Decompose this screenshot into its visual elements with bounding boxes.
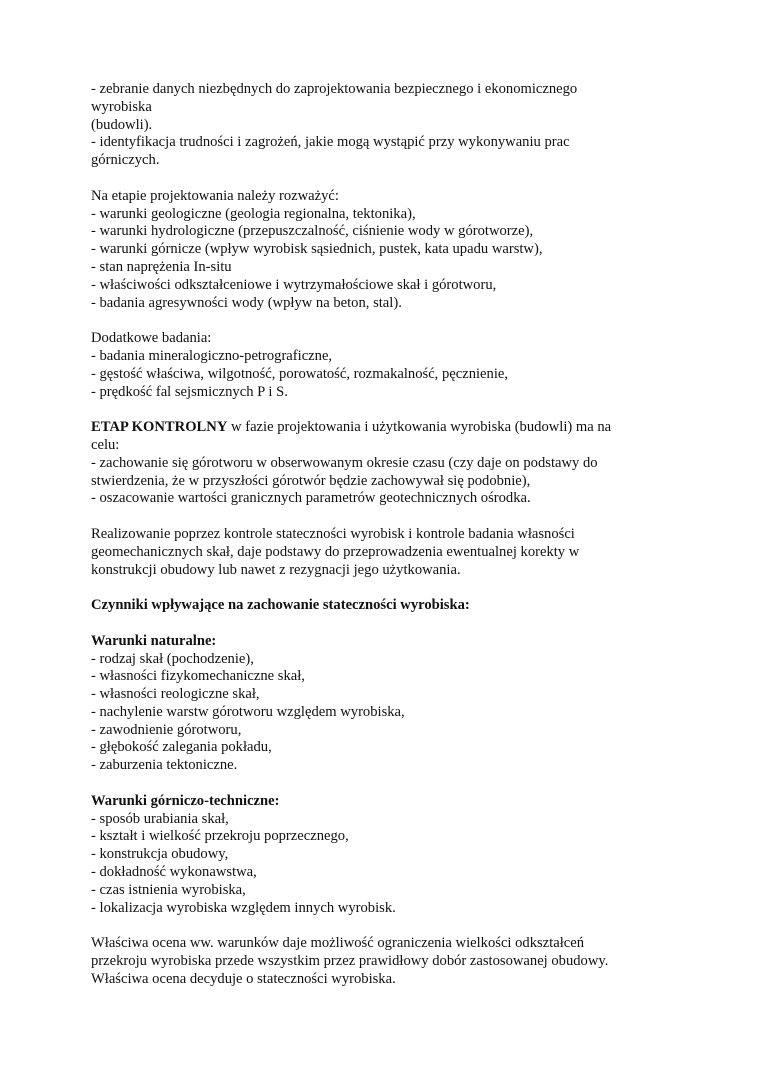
text-line: Realizowanie poprzez kontrole stateczności wyrobisk i kontrole badania własności [91,525,575,542]
list-item: - właściwości odkształceniowe i wytrzymałościowe skał i górotworu, [91,276,497,293]
paragraph-gap [91,401,671,419]
natural-conditions-section [91,633,671,775]
paragraph-gap [91,508,671,526]
text-line: przekroju wyrobiska przede wszystkim przez prawidłowy dobór zastosowanej obudowy. [91,953,609,970]
additional-research-section [91,330,671,401]
list-item: - warunki górnicze (wpływ wyrobisk sąsiednich, pustek, kata upadu warstw), [91,241,543,258]
realization-section [91,526,671,579]
text-line: - zachowanie się górotworu w obserwowanym okresie czasu (czy daje on podstawy do [91,454,598,471]
natural-heading [91,633,671,651]
text-line: konstrukcji obudowy lub nawet z rezygnacji jego użytkowania. [91,561,461,578]
list-item: - warunki hydrologiczne (przepuszczalność, ciśnienie wody w górotworze), [91,223,534,240]
intro-section [91,81,671,170]
text-line: - zebranie danych niezbędnych do zaprojektowania bezpiecznego i ekonomicznego [91,81,578,97]
list-item: - konstrukcja obudowy, [91,846,229,863]
list-item: - własności reologiczne skał, [91,686,260,703]
text-line: - oszacowanie wartości granicznych parametrów geotechnicznych ośrodka. [91,490,531,507]
section-heading: Dodatkowe badania: [91,330,212,347]
paragraph-gap [91,775,671,793]
control-stage-section [91,419,671,508]
list-item: - badania mineralogiczno-petrograficzne, [91,347,333,364]
paragraph-gap [91,579,671,597]
text-line: - identyfikacja trudności i zagrożeń, jakie mogą wystąpić przy wykonywaniu prac [91,134,570,151]
list-item: - warunki geologiczne (geologia regionalna, tektonika), [91,205,416,222]
control-first-line [91,419,671,437]
list-item: - czas istnienia wyrobiska, [91,881,246,898]
mining-heading-text: Warunki górniczo-techniczne: [91,792,280,809]
list-item: - lokalizacja wyrobiska względem innych wyrobisk. [91,899,396,916]
section-heading: Na etapie projektowania należy rozważyć: [91,187,339,204]
list-item: - sposób urabiania skał, [91,810,229,827]
natural-heading-text: Warunki naturalne: [91,632,217,649]
list-item: - rodzaj skał (pochodzenie), [91,650,254,667]
list-item: - nachylenie warstw górotworu względem wyrobiska, [91,703,405,720]
paragraph-gap [91,170,671,188]
mining-heading [91,793,671,811]
text-line: Właściwa ocena ww. warunków daje możliwość ograniczenia wielkości odkształceń [91,935,585,952]
paragraph-gap [91,917,671,935]
list-item: - zaburzenia tektoniczne. [91,757,238,774]
text-line: wyrobiska [91,98,152,115]
design-stage-section [91,188,671,313]
paragraph-gap [91,312,671,330]
list-item: - prędkość fal sejsmicznych P i S. [91,383,288,400]
list-item: - stan naprężenia In-situ [91,258,232,275]
text-line: stwierdzenia, że w przyszłości górotwór będzie zachowywał się podobnie), [91,472,531,489]
text-line: Właściwa ocena decyduje o stateczności wyrobiska. [91,970,396,987]
list-item: - własności fizykomechaniczne skał, [91,668,305,685]
control-stage-bold-label: ETAP KONTROLNY [91,419,228,436]
list-item: - zawodnienie górotworu, [91,721,242,738]
text-line: (budowli). [91,116,153,133]
paragraph-gap [91,615,671,633]
list-item: - głębokość zalegania pokładu, [91,739,272,756]
text-line: celu: [91,436,120,453]
factors-heading-text: Czynniki wpływające na zachowanie stateczności wyrobiska: [91,597,470,614]
mining-conditions-section [91,793,671,918]
factors-heading [91,597,671,615]
list-item: - kształt i wielkość przekroju poprzecznego, [91,828,349,845]
conclusion-section [91,935,671,988]
control-first-line-text: w fazie projektowania i użytkowania wyrobiska (budowli) ma na [227,419,612,436]
text-line: górniczych. [91,152,160,169]
list-item: - dokładność wykonawstwa, [91,864,257,881]
document-page [91,81,671,989]
list-item: - gęstość właściwa, wilgotność, porowatość, rozmakalność, pęcznienie, [91,365,509,382]
list-item: - badania agresywności wody (wpływ na beton, stal). [91,294,402,311]
text-line: geomechanicznych skał, daje podstawy do przeprowadzenia ewentualnej korekty w [91,543,580,560]
